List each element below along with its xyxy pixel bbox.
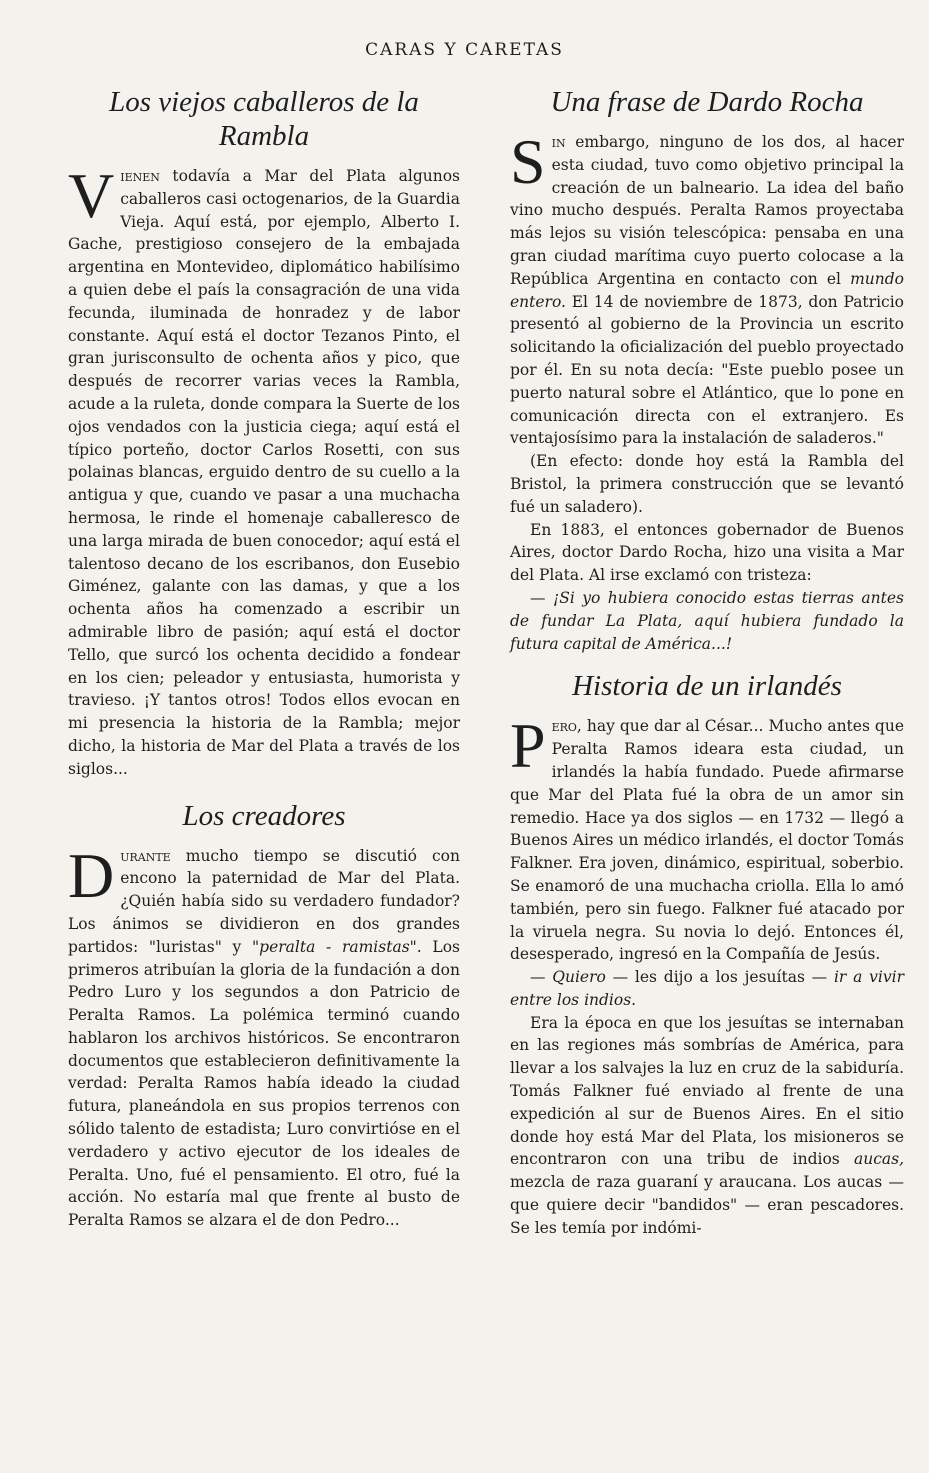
running-header: CARAS Y CARETAS (365, 40, 564, 60)
lead-word: urante (120, 846, 171, 865)
body-text: mezcla de raza guaraní y araucana. Los aucas — que quiere decir "bandidos" — eran pescadores. Se les temía por indómi- (510, 1173, 904, 1237)
section-title-creadores: Los creadores (182, 799, 346, 832)
paragraph-creadores (68, 839, 460, 1233)
body-text: El 14 de noviembre de 1873, don Patricio presentó al gobierno de la Provincia un escrito solicitando la oficialización del pueblo proyectado por él. En su nota decía: "Este pueblo posee un puerto natural sobre el Atlántico, que lo pone en comunicación directa con el extranjero. Es ventajosísimo para la instalación de saladeros." (510, 292, 904, 448)
lead-word: ero, (551, 717, 582, 736)
drop-cap: S (510, 126, 546, 197)
italic-text: Quiero (552, 968, 606, 987)
paragraph-irlandes-3 (510, 1012, 904, 1240)
italic-text: ir a vivir entre los indios. (510, 968, 904, 1009)
drop-cap: V (68, 160, 115, 231)
italic-text: peralta - ramistas (259, 937, 410, 956)
italic-text: aucas, (853, 1150, 904, 1169)
lead-word: in (551, 133, 566, 151)
dash: — (530, 968, 553, 987)
drop-cap: P (510, 710, 546, 782)
section-title-viejos-caballeros: Los viejos caballeros de la Rambla (109, 86, 419, 152)
italic-text: mundo entero. (510, 269, 904, 311)
body-text: ". Los primeros atribuían la gloria de la fundación a don Pedro Luro y los segundos a don Patricio de Peralta Ramos. La polémica terminó cuando hablaron los archivos históricos. Se encontraron documentos que establecieron definitivamente la verdad: Peralta Ramos había ideado la ciudad futura, planeándola en sus propios terrenos con sólido talento de estadista; Luro convirtióse en el verdadero y activo ejecutor de los ideales de Peralta. Uno, fué el pensamiento. El otro, fué la acción. No estaría mal que frente al busto de Peralta Ramos se alzara el de don Pedro... (68, 937, 460, 1230)
section-title-irlandes: Historia de un irlandés (572, 670, 842, 703)
body-text: mucho tiempo se discutió con encono la paternidad de Mar del Plata. ¿Quién había sido su verdadero fundador? Los ánimos se dividieron en dos grandes partidos: "luristas" y " (68, 846, 460, 956)
body-text: — les dijo a los jesuítas — (605, 968, 834, 987)
dash: — (530, 588, 553, 607)
lead-word: ienen (120, 167, 160, 185)
body-text: todavía a Mar del Plata algunos caballeros casi octogenarios, de la Guardia Vieja. Aquí está, por ejemplo, Alberto I. Gache, prestigioso consejero de la embajada argentina en Montevideo, diplomático habilísimo a quien debe el país la consagración de una vida fecunda, iluminada de honradez y de labor constante. Aquí está el doctor Tezanos Pinto, el gran jurisconsulto de ochenta años y pico, que después de recorrer varias veces la Rambla, acude a la ruleta, donde compara la Suerte de los ojos vendados con la justicia ciega; aquí está el típico porteño, doctor Carlos Rosetti, con sus polainas blancas, erguido dentro de su cuello a la antigua y que, cuando ve pasar a una muchacha hermosa, le rinde el homenaje caballeresco de una larga mirada de buen conocedor; aquí está el talentoso decano de los escribanos, don Eusebio Giménez, galante con las damas, y que a los ochenta años ha comenzado a escribir un admirable libro de pasión; aquí está el doctor Tello, que surcó los ochenta decidido a fondear en los cien; peleador y entusiasta, humorista y travieso. ¡Y tantos otros! Todos ellos evocan en mi presencia la historia de la Rambla; mejor dicho, la historia de Mar del Plata a través de los siglos... (68, 167, 460, 778)
paragraph-irlandes-1 (510, 710, 904, 966)
paragraph-viejos-caballeros (68, 160, 460, 781)
drop-cap: D (68, 839, 115, 911)
right-column (510, 85, 904, 1240)
paragraph-dardo-rocha-quote (510, 587, 904, 655)
paragraph-dardo-rocha-1 (510, 126, 904, 450)
body-text: Era la época en que los jesuítas se internaban en las regiones más sombrías de América, para llevar a los salvajes la luz en cruz de la sabiduría. Tomás Falkner fué enviado al frente de una expedición al sur de Buenos Aires. En el sitio donde hoy está Mar del Plata, los misioneros se encontraron con una tribu de indios (510, 1013, 904, 1169)
body-text: embargo, ninguno de los dos, al hacer esta ciudad, tuvo como objetivo principal la creación de un balneario. La idea del baño vino mucho después. Peralta Ramos proyectaba más lejos su visión telescópica: pensaba en una gran ciudad marítima cuyo puerto colocase a la República Argentina en contacto con el (510, 133, 904, 288)
paragraph-dardo-rocha-3: En 1883, el entonces gobernador de Buenos Aires, doctor Dardo Rocha, hizo una visita a Mar del Plata. Al irse exclamó con tristeza: (510, 520, 904, 585)
body-text: hay que dar al César... Mucho antes que Peralta Ramos ideara esta ciudad, un irlandés la había fundado. Puede afirmarse que Mar del Plata fué la obra de un amor sin remedio. Hace ya dos siglos — en 1732 — llegó a Buenos Aires un médico irlandés, el doctor Tomás Falkner. Era joven, dinámico, espiritual, soberbio. Se enamoró de una muchacha criolla. Ella lo amó también, pero sin fuego. Falkner fué atacado por la viruela negra. Su novia lo dejó. Entonces él, desesperado, ingresó en la Compañía de Jesús. (510, 717, 904, 964)
italic-quote: ¡Si yo hubiera conocido estas tierras antes de fundar La Plata, aquí hubiera fundado la futura capital de América...! (510, 588, 904, 653)
section-title-dardo-rocha: Una frase de Dardo Rocha (550, 86, 864, 118)
left-column (68, 85, 460, 1232)
paragraph-dardo-rocha-2: (En efecto: donde hoy está la Rambla del Bristol, la primera construcción que se levantó fué un saladero). (510, 452, 904, 516)
paragraph-irlandes-2 (510, 966, 904, 1012)
